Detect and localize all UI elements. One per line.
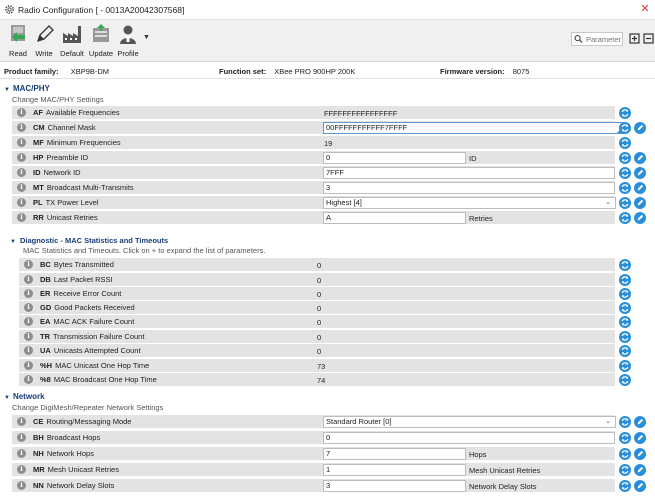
pencil-icon[interactable]: [634, 416, 646, 428]
refresh-icon[interactable]: [619, 316, 631, 328]
info-icon[interactable]: i: [17, 138, 26, 147]
factory-icon: [61, 23, 83, 45]
toolbar: [0, 20, 655, 62]
window-titlebar: [0, 0, 655, 20]
param-row-gd: i GD Good Packets Received 0: [19, 301, 615, 315]
pencil-icon[interactable]: [634, 448, 646, 460]
pencil-icon[interactable]: [634, 197, 646, 209]
pencil-icon[interactable]: [634, 122, 646, 134]
info-icon[interactable]: i: [17, 449, 26, 458]
info-icon[interactable]: i: [17, 183, 26, 192]
tx-power-select[interactable]: Highest [4] ⌄: [323, 197, 616, 209]
refresh-icon[interactable]: [619, 416, 631, 428]
read-button[interactable]: [5, 23, 31, 58]
info-icon[interactable]: i: [24, 332, 33, 341]
pencil-icon[interactable]: [634, 167, 646, 179]
section-diagnostic-header[interactable]: ▼ Diagnostic - MAC Statistics and Timeouts: [10, 236, 169, 245]
device-info-bar: [0, 62, 655, 79]
param-row-af: i AF Available Frequencies FFFFFFFFFFFFFFFF: [12, 106, 615, 120]
info-icon[interactable]: i: [17, 433, 26, 442]
refresh-icon[interactable]: [619, 152, 631, 164]
pencil-icon[interactable]: [634, 212, 646, 224]
refresh-icon[interactable]: [619, 197, 631, 209]
firmware-value: 8075: [512, 67, 530, 76]
param-row-rr: i RR Unicast Retries A Retries: [12, 211, 615, 225]
gear-icon: [4, 4, 15, 15]
param-row-nn: i NN Network Delay Slots 3 Network Delay Slots: [12, 479, 615, 493]
write-button[interactable]: [31, 23, 57, 58]
info-icon[interactable]: i: [17, 168, 26, 177]
refresh-icon[interactable]: [619, 302, 631, 314]
profile-dropdown-icon[interactable]: ▼: [143, 34, 150, 41]
update-icon: [90, 23, 112, 45]
firmware-label: Firmware version:: [440, 67, 505, 76]
refresh-icon[interactable]: [619, 182, 631, 194]
collapse-arrow-icon[interactable]: ▼: [10, 239, 16, 245]
window-title: Radio Configuration [ - 0013A20042307568]: [18, 4, 185, 15]
expand-all-icon[interactable]: [629, 33, 640, 44]
refresh-icon[interactable]: [619, 122, 631, 134]
refresh-icon[interactable]: [619, 259, 631, 271]
close-icon[interactable]: ✕: [640, 3, 650, 15]
refresh-icon[interactable]: [619, 331, 631, 343]
param-row-bc: i BC Bytes Transmitted 0: [19, 258, 615, 272]
function-set-value: XBee PRO 900HP 200K: [274, 67, 356, 76]
param-row-tr: i TR Transmission Failure Count 0: [19, 330, 615, 344]
refresh-icon[interactable]: [619, 212, 631, 224]
pencil-icon[interactable]: [634, 432, 646, 444]
section-diagnostic-desc: MAC Statistics and Timeouts. Click on + to expand the list of parameters.: [23, 246, 266, 255]
default-button[interactable]: [58, 23, 86, 58]
refresh-icon[interactable]: [619, 288, 631, 300]
read-label: Read: [9, 49, 27, 58]
param-row-er: i ER Receive Error Count 0: [19, 287, 615, 301]
preamble-id-field[interactable]: 0: [323, 152, 466, 164]
section-macphy-header[interactable]: ▼ MAC/PHY: [4, 84, 50, 93]
refresh-icon[interactable]: [619, 374, 631, 386]
update-button[interactable]: [87, 23, 115, 58]
param-row-bh: i BH Broadcast Hops 0: [12, 431, 615, 445]
info-icon[interactable]: i: [17, 481, 26, 490]
info-icon[interactable]: i: [24, 361, 33, 370]
search-icon: [574, 34, 583, 44]
profile-label: Profile: [117, 49, 139, 58]
info-icon[interactable]: i: [24, 317, 33, 326]
param-row-cm: i CM Channel Mask 00FFFFFFFFFFF7FFFF: [12, 121, 615, 135]
info-icon[interactable]: i: [17, 123, 26, 132]
info-icon[interactable]: i: [24, 303, 33, 312]
refresh-icon[interactable]: [619, 480, 631, 492]
mesh-retries-field[interactable]: 1: [323, 464, 466, 476]
param-value: 19: [324, 139, 333, 148]
profile-button[interactable]: [115, 23, 141, 58]
param-row-mf: i MF Minimum Frequencies 19: [12, 136, 615, 150]
function-set-label: Function set:: [219, 67, 267, 76]
param-row-unicast-hop: i %H MAC Unicast One Hop Time 73: [19, 359, 615, 373]
pencil-icon[interactable]: [634, 464, 646, 476]
info-icon[interactable]: i: [24, 346, 33, 355]
refresh-icon[interactable]: [619, 432, 631, 444]
param-row-mr: i MR Mesh Unicast Retries 1 Mesh Unicast Retries: [12, 463, 615, 477]
read-icon: [7, 23, 29, 45]
chevron-down-icon: ⌄: [605, 199, 611, 206]
product-family-value: XBP9B-DM: [70, 67, 110, 76]
info-icon[interactable]: i: [24, 275, 33, 284]
info-icon[interactable]: i: [24, 289, 33, 298]
info-icon[interactable]: i: [17, 153, 26, 162]
info-icon[interactable]: i: [17, 465, 26, 474]
network-hops-field[interactable]: 7: [323, 448, 466, 460]
info-icon[interactable]: i: [17, 417, 26, 426]
collapse-arrow-icon[interactable]: ▼: [4, 395, 10, 401]
product-family-label: Product family:: [4, 67, 59, 76]
refresh-icon[interactable]: [619, 274, 631, 286]
param-row-pl: i PL TX Power Level Highest [4] ⌄: [12, 196, 615, 210]
info-icon[interactable]: i: [24, 260, 33, 269]
channel-mask-field[interactable]: 00FFFFFFFFFFF7FFFF: [323, 122, 624, 134]
param-row-ua: i UA Unicasts Attempted Count 0: [19, 344, 615, 358]
broadcast-hops-field[interactable]: 0: [323, 432, 615, 444]
parameter-list: [0, 80, 655, 500]
param-row-hp: i HP Preamble ID 0 ID: [12, 151, 615, 165]
section-macphy-desc: Change MAC/PHY Settings: [12, 95, 104, 104]
delay-slots-field[interactable]: 3: [323, 480, 466, 492]
refresh-icon[interactable]: [619, 464, 631, 476]
collapse-all-icon[interactable]: [643, 33, 654, 44]
parameter-search[interactable]: [571, 32, 623, 46]
param-row-db: i DB Last Packet RSSI 0: [19, 273, 615, 287]
pencil-icon[interactable]: [634, 480, 646, 492]
info-icon[interactable]: i: [24, 375, 33, 384]
multi-transmits-field[interactable]: 3: [323, 182, 615, 194]
info-icon[interactable]: i: [17, 198, 26, 207]
param-row-ce: i CE Routing/Messaging Mode Standard Router [0] ⌄: [12, 415, 615, 429]
refresh-icon[interactable]: [619, 360, 631, 372]
write-label: Write: [35, 49, 53, 58]
section-network-header[interactable]: ▼ Network: [4, 392, 45, 401]
collapse-arrow-icon[interactable]: ▼: [4, 87, 10, 93]
refresh-icon[interactable]: [619, 137, 631, 149]
param-row-mt: i MT Broadcast Multi-Transmits 3: [12, 181, 615, 195]
routing-mode-select[interactable]: Standard Router [0] ⌄: [323, 416, 616, 428]
param-row-broadcast-hop: i %8 MAC Broadcast One Hop Time 74: [19, 373, 615, 387]
refresh-icon[interactable]: [619, 448, 631, 460]
info-icon[interactable]: i: [17, 213, 26, 222]
chevron-down-icon: ⌄: [605, 418, 611, 425]
param-row-ea: i EA MAC ACK Failure Count 0: [19, 315, 615, 329]
search-input[interactable]: [586, 35, 622, 44]
unicast-retries-field[interactable]: A: [323, 212, 466, 224]
pencil-icon[interactable]: [634, 182, 646, 194]
param-row-id: i ID Network ID 7FFF: [12, 166, 615, 180]
update-label: Update: [88, 49, 114, 58]
param-row-nh: i NH Network Hops 7 Hops: [12, 447, 615, 461]
refresh-icon[interactable]: [619, 107, 631, 119]
pencil-icon: [33, 23, 55, 45]
refresh-icon[interactable]: [619, 167, 631, 179]
default-label: Default: [60, 49, 84, 58]
network-id-field[interactable]: 7FFF: [323, 167, 615, 179]
pencil-icon[interactable]: [634, 152, 646, 164]
section-network-desc: Change DigiMesh/Repeater Network Settings: [12, 403, 164, 412]
refresh-icon[interactable]: [619, 345, 631, 357]
profile-icon: [117, 23, 139, 45]
info-icon[interactable]: i: [17, 108, 26, 117]
param-value: FFFFFFFFFFFFFFFF: [324, 109, 398, 118]
